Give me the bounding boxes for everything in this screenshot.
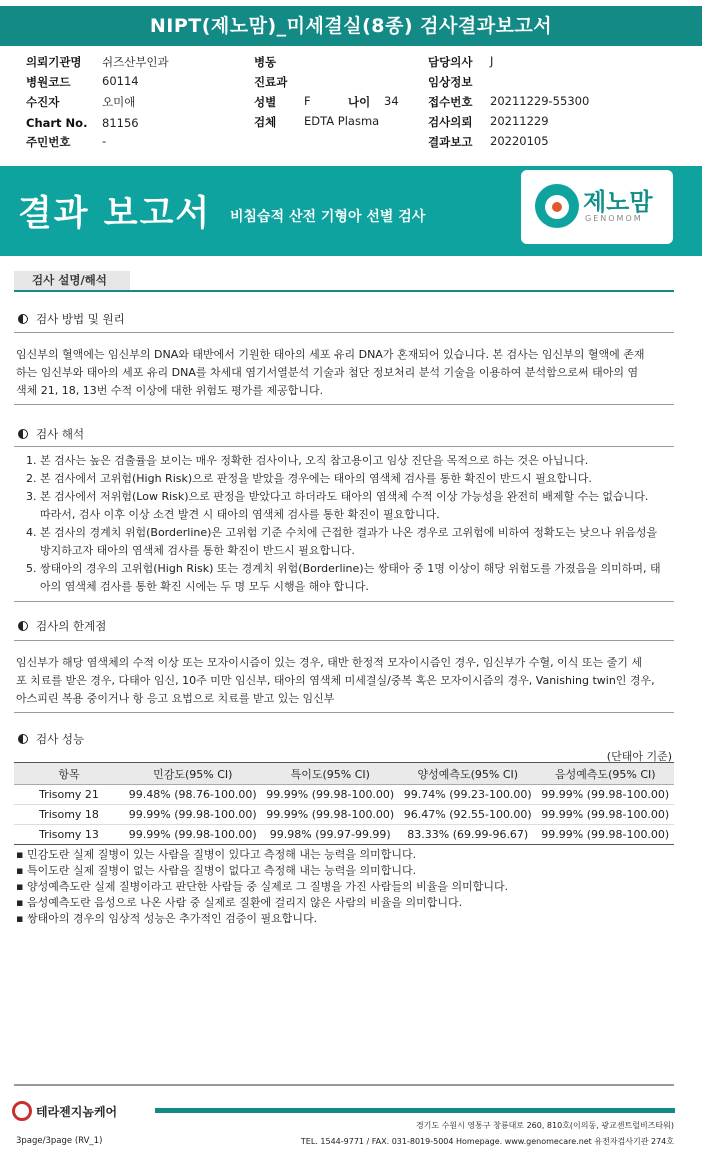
table-cell: 99.99% (99.98-100.00)	[124, 805, 262, 825]
info-value: EDTA Plasma	[304, 114, 380, 128]
report-title: NIPT(제노맘)_미세결실(8종) 검사결과보고서	[0, 6, 702, 46]
table-cell: Trisomy 21	[14, 785, 124, 805]
info-label: 담당의사	[428, 55, 473, 69]
table-row	[14, 805, 674, 825]
table-cell: 99.99% (99.98-100.00)	[262, 785, 400, 805]
info-label: 성별	[254, 95, 277, 109]
half-circle-icon	[18, 429, 28, 439]
note-item: ▪ 음성예측도란 음성으로 나온 사람 중 실제로 질환에 걸리지 않은 사람의 비율을 의미합니다.	[16, 896, 463, 909]
info-value: 20211229	[490, 114, 549, 128]
info-label: 주민번호	[26, 135, 71, 149]
table-cell: 99.99% (99.98-100.00)	[537, 805, 675, 825]
col-header: 음성예측도(95% CI)	[537, 763, 675, 785]
section-divider	[14, 290, 674, 292]
divider	[14, 332, 674, 333]
footer-address: 경기도 수원시 영통구 창룡대로 260, 810호(이의동, 광교센트럴비즈타워) TEL. 1544-9771 / FAX. 031-8019-5004 Homepage. www.genomecare.net 유전자검사기관 274호	[300, 1121, 674, 1146]
info-value: 60114	[102, 74, 139, 88]
info-label: 병원코드	[26, 75, 71, 89]
genomom-logo	[521, 170, 673, 244]
limits-heading: 검사의 한계점	[18, 618, 106, 634]
col-header: 특이도(95% CI)	[262, 763, 400, 785]
info-label: 검체	[254, 115, 277, 129]
info-label: 진료과	[254, 75, 288, 89]
section-tab: 검사 설명/해석	[14, 271, 130, 290]
note-item: ▪ 쌍태아의 경우의 임상적 성능은 추가적인 검증이 필요합니다.	[16, 912, 318, 925]
interpretation-heading: 검사 해석	[18, 426, 84, 442]
footer-divider	[14, 1084, 674, 1086]
method-text: 임신부의 혈액에는 임신부의 DNA와 태반에서 기원한 태아의 세포 유리 DNA가 혼재되어 있습니다. 본 검사는 임신부의 혈액에 존재 하는 임신부와 태아의 세포 유리 DNA를 차세대 염기서열분석 기술과 첨단 정보처리 분석 기술을 이용하여 분석함으로써 태아의 염 색체 21, 18, 13번 수적 이상에 대한 위험도 평가를 제공합니다.	[16, 348, 645, 397]
info-value: F	[304, 94, 311, 108]
info-value: 81156	[102, 116, 139, 130]
info-value: 쉬즈산부인과	[102, 55, 169, 69]
page-number: 3page/3page (RV_1)	[16, 1136, 103, 1146]
company-logo: 테라젠지놈케어	[12, 1101, 117, 1121]
result-banner	[0, 166, 702, 256]
performance-heading: 검사 성능	[18, 731, 84, 747]
half-circle-icon	[18, 621, 28, 631]
info-value: 오미애	[102, 95, 136, 109]
info-label: 검사의뢰	[428, 115, 473, 129]
unit-note: (단태아 기준)	[606, 750, 672, 763]
half-circle-icon	[18, 734, 28, 744]
info-value: 34	[384, 94, 399, 108]
info-label: 임상정보	[428, 75, 473, 89]
col-header: 항목	[14, 763, 124, 785]
table-cell: 99.48% (98.76-100.00)	[124, 785, 262, 805]
logo-text: 제노맘	[583, 188, 653, 216]
info-value: -	[102, 134, 107, 148]
limits-text: 임신부가 해당 염색체의 수적 이상 또는 모자이시즘이 있는 경우, 태반 한정적 모자이시즘인 경우, 임신부가 수혈, 이식 또는 줄기 세 포 치료를 받은 경우, 다태아 임신, 10주 미만 임신부, 태아의 염색체 미세결실/중복 혹은 모자이시즘의 경우, Vanishing twin인 경우, 아스피린 복용 중이거나 항 응고 요법으로 치료를 받고 있는 임신부	[16, 656, 655, 705]
table-header-row	[14, 763, 674, 785]
info-label: Chart No.	[26, 116, 88, 130]
divider	[14, 404, 674, 405]
table-cell: 99.99% (99.98-100.00)	[537, 785, 675, 805]
info-label: 의뢰기관명	[26, 55, 82, 69]
info-label: 수진자	[26, 95, 60, 109]
table-cell: 99.99% (99.98-100.00)	[537, 825, 675, 845]
logo-mark-icon	[535, 184, 579, 228]
note-item: ▪ 양성예측도란 실제 질병이라고 판단한 사람들 중 실제로 그 질병을 가진 사람들의 비율을 의미합니다.	[16, 880, 509, 893]
table-cell: 99.99% (99.98-100.00)	[124, 825, 262, 845]
company-logo-icon	[12, 1101, 32, 1121]
table-cell: Trisomy 18	[14, 805, 124, 825]
half-circle-icon	[18, 314, 28, 324]
table-cell: 99.74% (99.23-100.00)	[399, 785, 537, 805]
info-value: 20211229-55300	[490, 94, 590, 108]
banner-title: 결과 보고서	[18, 194, 212, 234]
note-item: ▪ 민감도란 실제 질병이 있는 사람을 질병이 있다고 측정해 내는 능력을 의미합니다.	[16, 848, 417, 861]
note-item: ▪ 특이도란 실제 질병이 없는 사람을 질병이 없다고 측정해 내는 능력을 의미합니다.	[16, 864, 417, 877]
logo-subtext: GENOMOM	[585, 214, 643, 223]
table-cell: Trisomy 13	[14, 825, 124, 845]
table-cell: 99.99% (99.98-100.00)	[262, 805, 400, 825]
col-header: 민감도(95% CI)	[124, 763, 262, 785]
table-cell: 83.33% (69.99-96.67)	[399, 825, 537, 845]
table-cell: 96.47% (92.55-100.00)	[399, 805, 537, 825]
table-cell: 99.98% (99.97-99.99)	[262, 825, 400, 845]
performance-table	[14, 762, 674, 845]
info-label: 병동	[254, 55, 277, 69]
info-value: J	[490, 54, 494, 68]
interpretation-list: 1. 본 검사는 높은 검출률을 보이는 매우 정확한 검사이나, 오직 참고용이고 임상 진단을 목적으로 하는 것은 아닙니다. 2. 본 검사에서 고위험(High Risk)으로 판정을 받았을 경우에는 태아의 염색체 검사를 통한 확진이 반드시 필요합니다. 3. 본 검사에서 저위험(Low Risk)으로 판정을 받았다고 하더라도 태아의 염색체 수적 이상 가능성을 완전히 배제할 수는 없습니다. 따라서, 검사 이후 이상 소견 발견 시 태아의 염색체 검사를 통한 확진이 필요합니다. 4. 본 검사의 경계치 위험(Borderline)은 고위험 기준 수치에 근접한 결과가 나온 경우로 고위험에 비하여 정확도는 낮으나 위음성을 방지하고자 태아의 염색체 검사를 통한 확진이 반드시 필요합니다. 5. 쌍태아의 경우의 고위험(High Risk) 또는 경계치 위험(Borderline)는 쌍태아 중 1명 이상이 해당 위험도를 가졌음을 의미하며, 태 아의 염색체 검사를 통한 확진 시에는 두 명 모두 시행을 해야 합니다.	[26, 454, 661, 593]
info-value: 20220105	[490, 134, 549, 148]
table-row	[14, 785, 674, 805]
divider	[14, 601, 674, 602]
banner-subtitle: 비침습적 산전 기형아 선별 검사	[230, 209, 426, 225]
col-header: 양성예측도(95% CI)	[399, 763, 537, 785]
method-heading: 검사 방법 및 원리	[18, 311, 125, 327]
footer-bar	[155, 1108, 675, 1113]
divider	[14, 446, 674, 447]
divider	[14, 640, 674, 641]
info-label: 결과보고	[428, 135, 473, 149]
table-row	[14, 825, 674, 845]
divider	[14, 712, 674, 713]
performance-notes	[16, 847, 508, 927]
info-label: 나이	[348, 95, 371, 109]
info-label: 접수번호	[428, 95, 473, 109]
